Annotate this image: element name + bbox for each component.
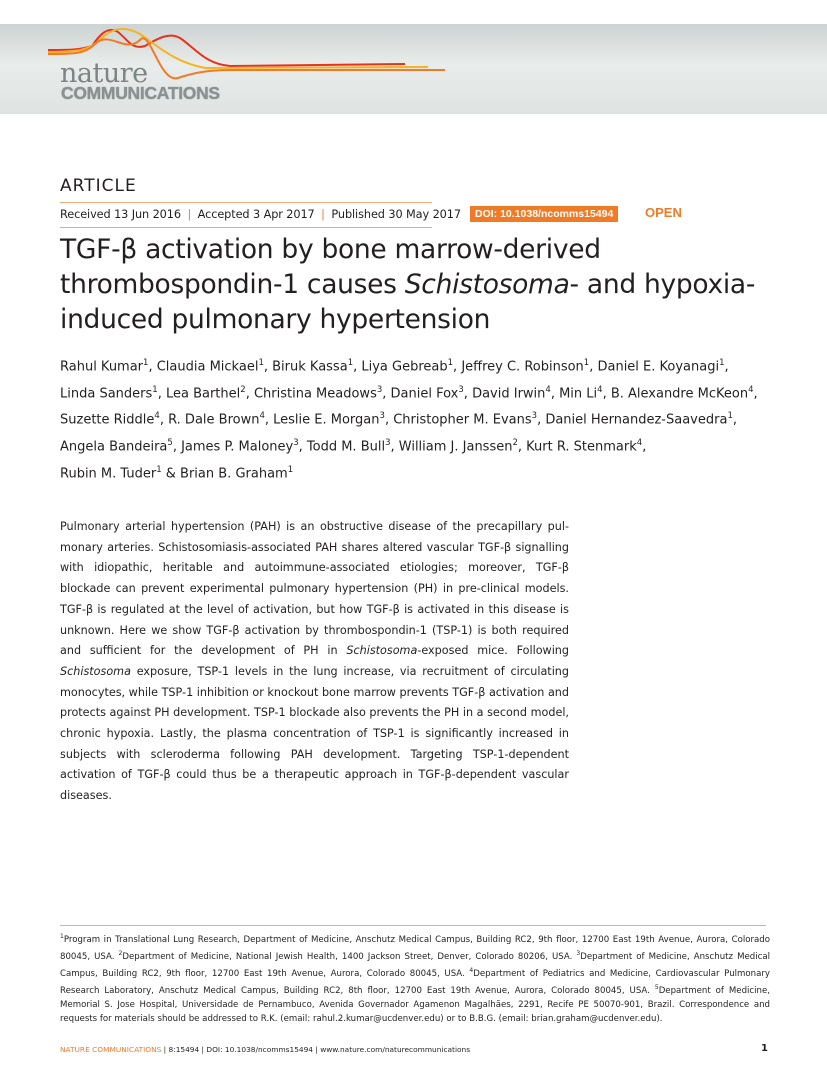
- affiliation-marker: 2: [512, 437, 518, 448]
- author-name[interactable]: R. Dale Brown: [168, 412, 260, 428]
- affiliation-text: Department of Medicine, Memorial S. Jose Hospital, Universidade de Pernambuco, Avenida Governador Agamenon Magalhães, 2291, Recife PE 50070-901, Brazil.: [60, 986, 771, 1011]
- affiliation-marker: 4: [545, 384, 551, 395]
- author-name[interactable]: Suzette Riddle: [60, 412, 155, 428]
- author-name[interactable]: Jeffrey C. Robinson: [461, 359, 584, 375]
- footer-journal-name: NATURE COMMUNICATIONS: [60, 1045, 162, 1054]
- author-name[interactable]: Leslie E. Morgan: [273, 412, 380, 428]
- author-name[interactable]: Claudia Mickael: [156, 359, 259, 375]
- affiliation-marker: 1: [447, 358, 454, 368]
- affiliation-text: Department of Pediatrics and Medicine, Cardiovascular Pulmonary Research Laboratory, Anschutz Medical Campus, Building RC2, 8th floor, 12700 East 19th Avenue, Aurora, Colorado 80045, USA.: [60, 968, 770, 997]
- author-name[interactable]: Rubin M. Tuder: [60, 465, 157, 481]
- author-name[interactable]: Kurt R. Stenmark: [526, 439, 637, 455]
- author-name[interactable]: Min Li: [559, 385, 598, 401]
- affiliation-text: Program in Translational Lung Research, Department of Medicine, Anschutz Medical Campus, Building RC2, 9th floor, 12700 East 19th Avenue, Aurora, Colorado 80045, USA.: [60, 934, 770, 962]
- logo-nature-text: nature: [60, 58, 148, 89]
- open-access-badge: OPEN: [645, 205, 682, 220]
- affiliation-marker: 1: [583, 358, 590, 368]
- page-footer: [60, 1045, 470, 1054]
- author-list: Rahul Kumar$^1$, Claudia Mickael$^1$, Biruk Kassa$^1$, Liya Gebreab$^1$, Jeffrey C. Robinson$^1$, Daniel E. Koyanagi$^1$, Linda Sanders$^1$, Lea Barthel$^2$, Christina Meadows$^3$, Daniel Fox$^3$, David Irwin$^4$, Min Li$^4$, B. Alexandre McKeon$^4$, Suzette Riddle$^4$, R. Dale Brown$^4$, Leslie E. Morgan$^3$, Christopher M. Evans$^3$, Daniel Hernandez-Saavedra$^1$, Angela Bandeira$^5$, James P. Maloney$^3$, Todd M. Bull$^3$, William J. Janssen$^2$, Kurt R. Stenmark$^4$, Rubin M. Tuder$^1$ & Brian B. Graham$^1$: [60, 358, 758, 481]
- affiliation-marker: 2: [240, 384, 246, 395]
- affiliation-number: 3: [576, 950, 581, 958]
- accepted-date: Accepted 3 Apr 2017: [197, 208, 315, 221]
- publication-dates: [60, 202, 461, 228]
- affiliation-marker: 3: [385, 437, 391, 448]
- affiliation-marker: 1: [152, 384, 158, 395]
- affiliation-number: 4: [469, 967, 474, 975]
- page-number: 1: [761, 1043, 768, 1054]
- author-name[interactable]: Liya Gebreab: [361, 359, 448, 375]
- affiliation-text: Department of Medicine, National Jewish Health, 1400 Jackson Street, Denver, Colorado 80206, USA.: [122, 951, 577, 962]
- affiliation-marker: 3: [293, 437, 299, 448]
- correspondence-text: Correspondence and requests for materials should be addressed to R.K. (email: rahul.2.kumar@ucdenver.edu) or to B.B.G. (email: brian.graham@ucdenver.edu).: [60, 1000, 771, 1025]
- article-title: TGF-β activation by bone marrow-derived thrombospondin-1 causes Schistosoma- and hypoxia-induced pulmonary hypertension: [60, 234, 756, 335]
- affiliation-number: 1: [60, 933, 64, 940]
- author-name[interactable]: William J. Janssen: [398, 439, 513, 455]
- affiliation-marker: 1: [727, 411, 733, 422]
- journal-banner: [0, 24, 827, 114]
- author-name[interactable]: Todd M. Bull: [306, 439, 386, 455]
- author-name[interactable]: Lea Barthel: [165, 385, 241, 401]
- author-name[interactable]: Rahul Kumar: [60, 359, 144, 375]
- affiliation-marker: 4: [636, 437, 643, 448]
- author-name[interactable]: Daniel E. Koyanagi: [597, 359, 720, 375]
- affiliations-divider: [60, 925, 766, 926]
- author-name[interactable]: Linda Sanders: [60, 385, 153, 401]
- affiliations: [60, 930, 770, 1027]
- affiliation-marker: 4: [748, 384, 754, 395]
- abstract: Pulmonary arterial hypertension (PAH) is an obstructive disease of the precapillary pul-monary arteries. Schistosomiasis-associated PAH shares altered vascular TGF-β signalling with idiopathic, heritable and autoimmune-associated etiologies; moreover, TGF-β blockade can prevent experimental pulmonary hypertension (PH) in pre-clinical models. TGF-β is regulated at the level of activation, but how TGF-β is activated in this disease is unknown. Here we show TGF-β activation by thrombospondin-1 (TSP-1) is both required and sufficient for the development of PH in Schistosoma-exposed mice. Following Schistosoma exposure, TSP-1 levels in the lung increase, via recruitment of circulating monocytes, while TSP-1 inhibition or knockout bone marrow prevents TGF-β activation and protects against PH development. TSP-1 blockade also prevents the PH in a second model, chronic hypoxia. Lastly, the plasma concentration of TSP-1 is significantly increased in subjects with scleroderma following PAH development. Targeting TSP-1-dependent activation of TGF-β could thus be a therapeutic approach in TGF-β-dependent vascular diseases.: [60, 520, 569, 803]
- published-date: Published 30 May 2017: [331, 208, 461, 221]
- affiliation-marker: 4: [259, 411, 265, 422]
- author-name[interactable]: Christina Meadows: [253, 385, 377, 401]
- footer-citation[interactable]: | 8:15494 | DOI: 10.1038/ncomms15494 | www.nature.com/naturecommunications: [161, 1045, 471, 1054]
- author-name[interactable]: David Irwin: [472, 385, 546, 401]
- affiliation-marker: 3: [531, 411, 538, 422]
- date-separator: |: [187, 208, 192, 221]
- affiliation-marker: 3: [379, 411, 385, 422]
- affiliation-marker: 1: [719, 358, 725, 368]
- affiliation-marker: 3: [458, 384, 464, 395]
- affiliation-marker: 1: [143, 358, 149, 368]
- affiliation-marker: 5: [167, 437, 173, 448]
- author-name[interactable]: Brian B. Graham: [180, 465, 288, 481]
- author-name[interactable]: James P. Maloney: [181, 439, 294, 455]
- affiliation-marker: 1: [347, 358, 354, 368]
- logo-communications-text: COMMUNICATIONS: [61, 83, 220, 103]
- author-name[interactable]: Daniel Fox: [390, 385, 459, 401]
- doi-badge[interactable]: DOI: 10.1038/ncomms15494: [470, 206, 618, 222]
- affiliation-marker: 4: [597, 384, 603, 395]
- article-type-label: ARTICLE: [60, 176, 137, 196]
- affiliation-marker: 1: [287, 464, 294, 475]
- date-separator: |: [321, 208, 325, 221]
- author-name[interactable]: B. Alexandre McKeon: [610, 385, 749, 401]
- affiliation-number: 5: [654, 984, 659, 992]
- affiliation-marker: 3: [376, 384, 383, 395]
- author-name[interactable]: Biruk Kassa: [272, 359, 348, 375]
- author-name[interactable]: Daniel Hernandez-Saavedra: [545, 412, 728, 428]
- affiliation-number: 2: [118, 950, 123, 958]
- author-name[interactable]: Angela Bandeira: [60, 439, 168, 455]
- received-date: Received 13 Jun 2016: [60, 208, 181, 221]
- affiliation-marker: 1: [258, 358, 264, 368]
- affiliation-marker: 4: [154, 411, 160, 422]
- affiliation-marker: 1: [156, 464, 162, 475]
- affiliation-text: Department of Medicine, Anschutz Medical Campus, Building RC2, 9th floor, 12700 East 19th Avenue, Aurora, Colorado 80045, USA.: [60, 951, 770, 979]
- author-name[interactable]: Christopher M. Evans: [393, 412, 532, 428]
